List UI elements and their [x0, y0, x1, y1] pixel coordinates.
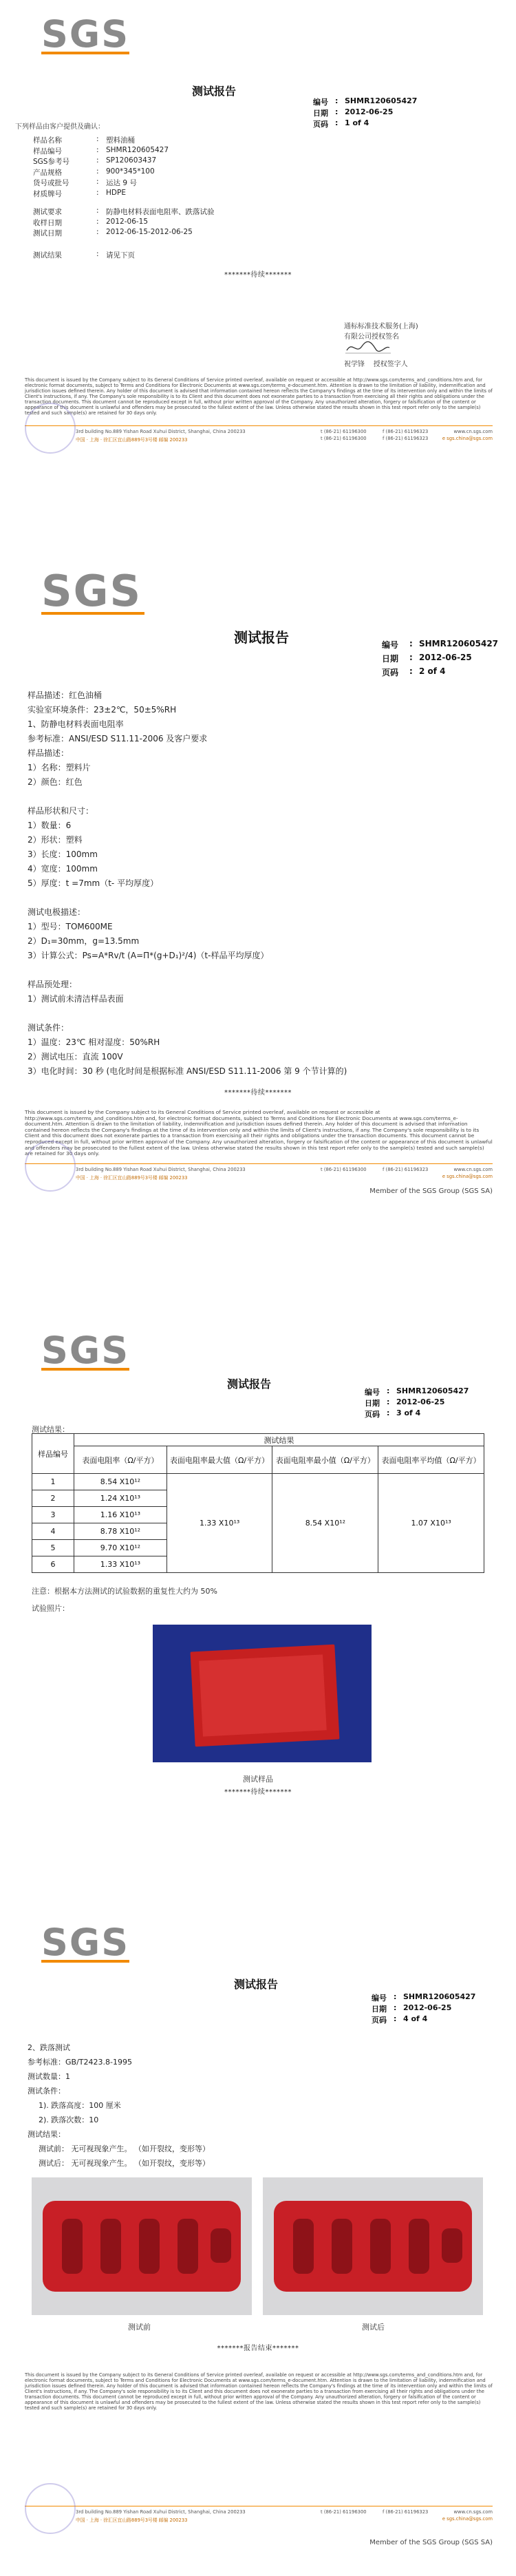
note-text: 注意：根据本方法测试的试验数据的重复性大约为 50%: [32, 1587, 217, 1596]
max-value: 1.33 X10¹³: [166, 1474, 272, 1573]
sgs-logo: SGS: [41, 12, 130, 56]
company-seal: [25, 1141, 76, 1192]
report-title: 测试报告: [192, 85, 237, 98]
page-footer: 3rd building No.889 Yishan Road Xuhui District, Shanghai, China 200233 中国 · 上海 · 徐汇区宜山路889号3号楼 邮编 200233 t (86-21) 61196300 f (86-21) 61196323 www.cn.sgs.com e sgs.china@sgs.com: [25, 2506, 493, 2524]
report-page-1: [0, 0, 516, 551]
page-footer: 3rd building No.889 Yishan Road Xuhui District, Shanghai, China 200233 中国 · 上海 · 徐汇区宜山路889号3号楼 邮编 200233 t (86-21) 61196300 f (86-21) 61196323 www.cn.sgs.com e sgs.china@sgs.com: [25, 1163, 493, 1182]
table-row: 6 1.33 X10¹³: [32, 1556, 484, 1573]
sgs-logo: SGS: [41, 1329, 130, 1372]
report-meta: 编号 : SHMR120605427 日期 : 2012-06-25 页码 : 4 of 4: [372, 1992, 476, 2025]
photo-caption: 测试样品: [243, 1775, 273, 1784]
company-name: 通标标准技术服务(上海): [344, 323, 418, 330]
photo-before: [32, 2177, 252, 2315]
intro-text: 下列样品由客户提供及确认：: [15, 123, 105, 131]
page-number: 3 of 4: [396, 1408, 421, 1417]
results-table: [32, 1433, 484, 1573]
photo-after: [263, 2177, 483, 2315]
continued-marker: *******待续*******: [224, 1089, 292, 1097]
end-of-report: *******报告结束*******: [217, 2345, 299, 2352]
caption-before: 测试前: [128, 2323, 151, 2332]
company-seal: [25, 403, 76, 454]
page-number: 1 of 4: [345, 118, 369, 127]
continued-marker: *******待续*******: [224, 1788, 292, 1796]
result-field: 测试结果 : 请见下页: [33, 250, 135, 260]
avg-value: 1.07 X10¹³: [378, 1474, 484, 1573]
page-number: 4 of 4: [403, 2014, 428, 2023]
report-title: 测试报告: [234, 629, 289, 646]
sgs-logo: SGS: [41, 566, 144, 615]
page-number: 2 of 4: [419, 666, 446, 676]
report-title: 测试报告: [227, 1377, 272, 1391]
col-min: 表面电阻率最小值（Ω/平方）: [272, 1446, 378, 1474]
page-footer: 3rd building No.889 Yishan Road Xuhui District, Shanghai, China 200233 中国 · 上海 · 徐汇区宜山路889号3号楼 邮编 200233 t (86-21) 61196300 f (86-21) 61196323 t (86-21) 61196300 f (86-21) 61196323 www.cn.sgs.com e sgs.china@sgs.com: [25, 425, 493, 444]
report-page-2: [0, 551, 516, 1315]
table-row: 5 9.70 X10¹²: [32, 1540, 484, 1556]
results-heading: 测试结果：: [32, 1425, 69, 1434]
col-avg: 表面电阻率平均值（Ω/平方）: [378, 1446, 484, 1474]
test-fields: 测试要求 : 防静电材料表面电阻率、跌落试验 收样日期 : 2012-06-15 测试日期 : 2012-06-15-2012-06-25: [33, 207, 215, 237]
table-row: 2 1.24 X10¹³: [32, 1490, 484, 1507]
continued-marker: *******待续*******: [224, 271, 292, 279]
signer-name: 祝学锋 授权签字人: [344, 361, 408, 368]
min-value: 8.54 X10¹²: [272, 1474, 378, 1573]
col-max: 表面电阻率最大值（Ω/平方）: [166, 1446, 272, 1474]
method-text: 样品描述：红色油桶 实验室环境条件：23±2℃，50±5%RH 1、防静电材料表面电阻率 参考标准：ANSI/ESD S11.11-2006 及客户要求 样品描述： 1）名称：塑料片 2）颜色：红色 样品形状和尺寸： 1）数量：6 2）形状：塑料 3）长度：100mm 4）宽度：100mm 5）厚度：t =7mm（t- 平均厚度） 测试电极描述： 1）型号：TOM600ME 2）D₁=30mm，g=13.5mm 3）计算公式：Ps=A*Rv/t (A=Π*(g+D₁)²/4)（t-样品平均厚度） 样品预处理： 1）测试前未清洁样品表面 测试条件： 1）温度：23℃ 相对湿度：50%RH 2）测试电压：直流 100V 3）电化时间：30 秒 (电化时间是根据标准 ANSI/ESD S11.11-2006 第 9 个节计算的): [28, 690, 347, 1076]
report-meta: 编号 : SHMR120605427 日期 : 2012-06-25 页码 : 1 of 4: [313, 96, 418, 129]
report-title: 测试报告: [234, 1978, 279, 1991]
table-row: 3 1.16 X10¹³: [32, 1507, 484, 1523]
table-row: 1 8.54 X10¹² 1.33 X10¹³ 8.54 X10¹² 1.07 X10¹³: [32, 1474, 484, 1490]
sgs-logo: SGS: [41, 1921, 130, 1964]
member-line: Member of the SGS Group (SGS SA): [369, 1187, 493, 1195]
table-row: 4 8.78 X10¹²: [32, 1523, 484, 1540]
report-page-4: [0, 1907, 516, 2576]
col-sample-number: 样品编号: [32, 1434, 74, 1474]
disclaimer-text: This document is issued by the Company subject to its General Conditions of Service printed overleaf, available on request or accessible at http://www.sgs.com/terms_and_conditions.htm and, for electronic format documents, subject to Terms and Conditions for Electronic Documents at www.sgs.com/terms_e-document.htm. Attention is drawn to the limitation of liability, indemnification and jurisdiction issues defined therein. Any holder of this document is advised that information contained hereon reflects the Company's findings at the time of its intervention only and within the limits of Client's instructions, if any. The Company's sole responsibility is to its Client and this document does not exonerate parties to a transaction from exercising all their rights and obligations under the transaction documents. This document cannot be reproduced except in full, without prior written approval of the Company. Any unauthorized alteration, forgery or falsification of the content or appearance of this document is unlawful and offenders may be prosecuted to the fullest extent of the law. Unless otherwise stated the results shown in this test report refer only to the sample(s) tested and such sample(s) are retained for 30 days only.: [25, 2372, 493, 2411]
company-seal: [25, 2483, 76, 2534]
caption-after: 测试后: [362, 2323, 385, 2332]
report-date: 2012-06-25: [345, 107, 394, 116]
sample-fields: 样品名称 : 塑料油桶 样品编号 : SHMR120605427 SGS参考号 : SP120603437 产品规格 : 900*345*100 货号或批号 : 运达 9 号 材质牌号 : HDPE: [33, 135, 169, 198]
report-number: SHMR120605427: [345, 96, 418, 105]
sample-photo: [153, 1625, 372, 1762]
company-auth: 有限公司授权签名: [344, 333, 399, 341]
photo-label: 试验照片：: [32, 1604, 69, 1613]
report-meta: 编号 : SHMR120605427 日期 : 2012-06-25 页码 : 2 of 4: [382, 639, 498, 680]
signature-image: [344, 339, 392, 356]
drop-test-text: 2、跌落测试 参考标准：GB/T2423.8-1995 测试数量：1 测试条件： 1). 跌落高度：100 厘米 2). 跌落次数：10 测试结果： 测试前： 无可视现象产生。 （如开裂纹，变形等） 测试后： 无可视现象产生。 （如开裂纹，变形等）: [28, 2043, 210, 2168]
disclaimer-text: This document is issued by the Company subject to its General Conditions of Service printed overleaf, available on request or accessible at http://www.sgs.com/terms_and_conditions.htm and, for electronic format documents, subject to Terms and Conditions for Electronic Documents at www.sgs.com/terms_e-document.htm. Attention is drawn to the limitation of liability, indemnification and jurisdiction issues defined therein. Any holder of this document is advised that information contained hereon reflects the Company's findings at the time of its intervention only and within the limits of Client's instructions, if any. The Company's sole responsibility is to its Client and this document does not exonerate parties to a transaction from exercising all their rights and obligations under the transaction documents. This document cannot be reproduced except in full, without prior written approval of the Company. Any unauthorized alteration, forgery or falsification of the content or appearance of this document is unlawful and offenders may be prosecuted to the fullest extent of the law. Unless otherwise stated the results shown in this test report refer only to the sample(s) tested and such sample(s) are retained for 30 days only.: [25, 1109, 493, 1157]
member-line: Member of the SGS Group (SGS SA): [369, 2539, 493, 2546]
report-page-3: [0, 1315, 516, 1907]
col-surface-resistivity: 表面电阻率（Ω/平方）: [74, 1446, 167, 1474]
report-meta: 编号 : SHMR120605427 日期 : 2012-06-25 页码 : 3 of 4: [365, 1386, 469, 1419]
disclaimer-text: This document is issued by the Company subject to its General Conditions of Service printed overleaf, available on request or accessible at http://www.sgs.com/terms_and_conditions.htm and, for electronic format documents, subject to Terms and Conditions for Electronic Documents at www.sgs.com/terms_e-document.htm. Attention is drawn to the limitation of liability, indemnification and jurisdiction issues defined therein. Any holder of this document is advised that information contained hereon reflects the Company's findings at the time of its intervention only and within the limits of Client's instructions, if any. The Company's sole responsibility is to its Client and this document does not exonerate parties to a transaction from exercising all their rights and obligations under the transaction documents. This document cannot be reproduced except in full, without prior written approval of the Company. Any unauthorized alteration, forgery or falsification of the content or appearance of this document is unlawful and offenders may be prosecuted to the fullest extent of the law. Unless otherwise stated the results shown in this test report refer only to the sample(s) tested and such sample(s) are retained for 30 days only.: [25, 377, 493, 416]
col-test-results: 测试结果: [74, 1434, 484, 1446]
